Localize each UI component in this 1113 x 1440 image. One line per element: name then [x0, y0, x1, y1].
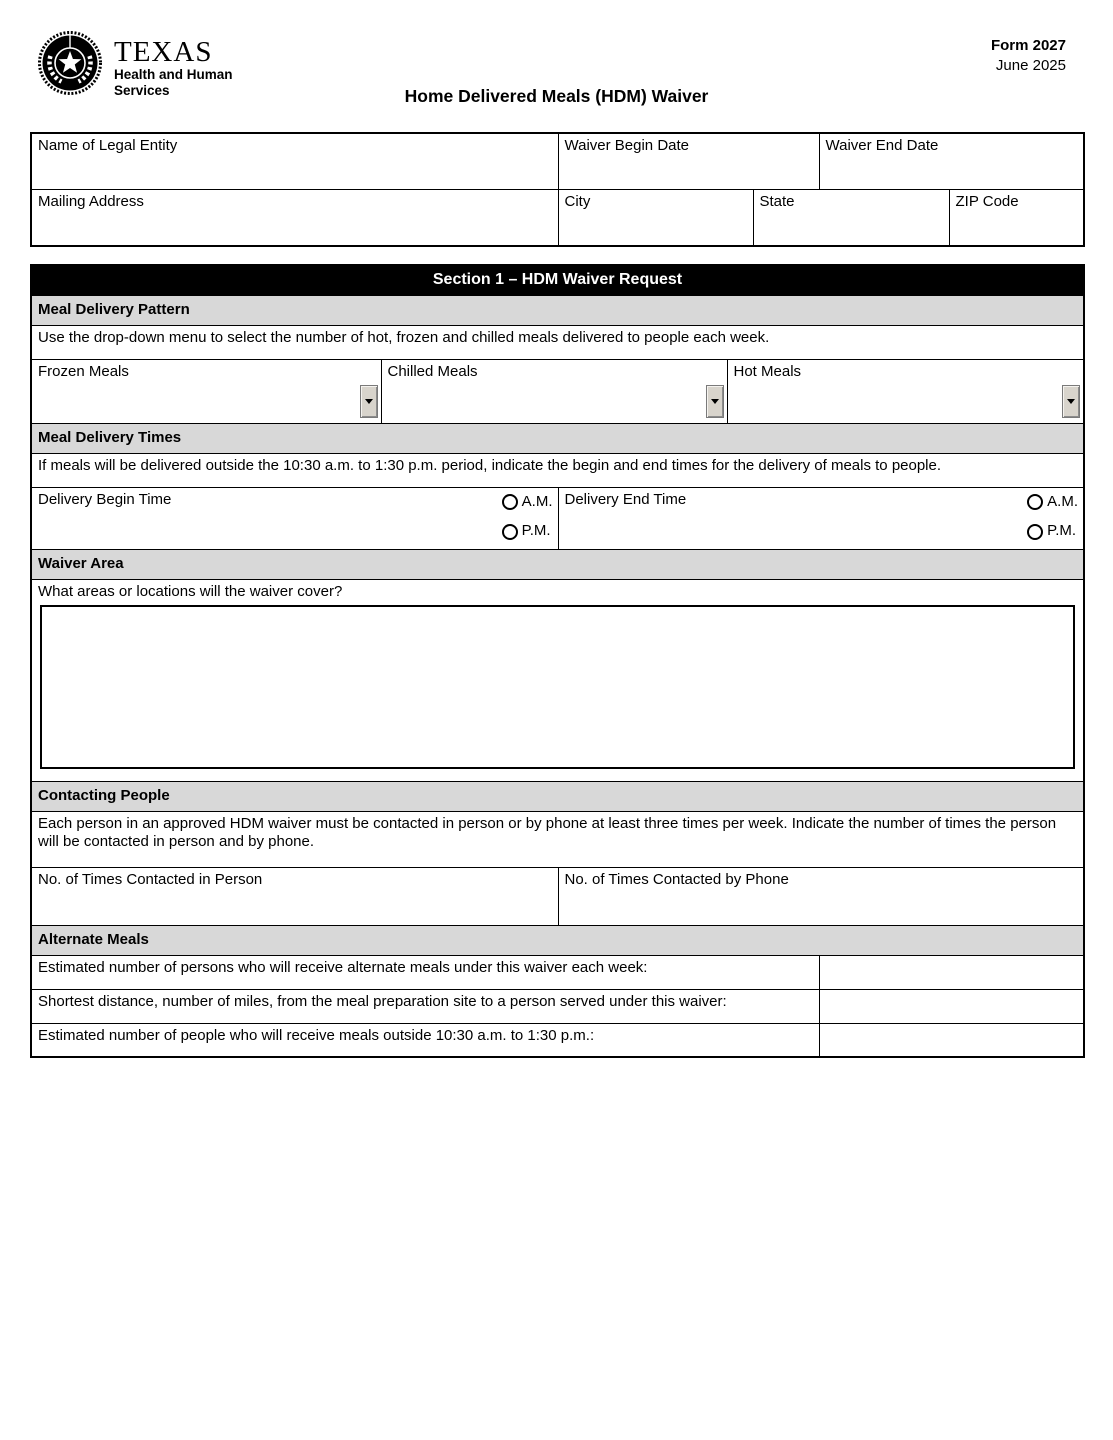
city-label: City: [564, 192, 591, 210]
contacting-people-instruction-row: [31, 811, 1084, 867]
delivery-begin-ampm-group: [502, 493, 553, 542]
alt-meals-distance-label: Shortest distance, number of miles, from the meal preparation site to a person served under this waiver:: [31, 989, 819, 1023]
mailing-address-field[interactable]: [31, 189, 558, 246]
delivery-end-pm-option[interactable]: [1027, 522, 1076, 541]
delivery-begin-time-field[interactable]: [31, 487, 558, 549]
legal-entity-field[interactable]: [31, 133, 558, 189]
meal-dropdowns-row: [31, 359, 1084, 423]
meal-delivery-times-header: Meal Delivery Times: [31, 423, 1084, 453]
form-header: [0, 0, 1113, 132]
contacting-people-instruction: Each person in an approved HDM waiver must be contacted in person or by phone at least three times per week. Indicate the number of times the person will be contacted in person and by phone.: [31, 811, 1084, 867]
form-content: [0, 132, 1113, 1058]
page-title: Home Delivered Meals (HDM) Waiver: [404, 86, 709, 106]
hot-meals-field[interactable]: [727, 359, 1084, 423]
pm-label: P.M.: [521, 522, 551, 540]
waiver-end-date-label: Waiver End Date: [825, 137, 939, 154]
chilled-meals-field[interactable]: [381, 359, 727, 423]
contact-counts-row: [31, 867, 1084, 925]
alt-meals-persons-field[interactable]: [819, 955, 1084, 989]
zip-code-field[interactable]: [949, 189, 1084, 246]
alternate-meals-header: Alternate Meals: [31, 925, 1084, 955]
alternate-meals-row-3: [31, 1023, 1084, 1057]
hot-meals-label: Hot Meals: [733, 362, 802, 380]
waiver-area-textarea[interactable]: [40, 605, 1075, 769]
brand-texas-label: TEXAS: [114, 36, 213, 68]
delivery-end-time-field[interactable]: [558, 487, 1084, 549]
delivery-begin-am-option[interactable]: [502, 493, 553, 512]
chilled-meals-label: Chilled Meals: [387, 362, 478, 380]
delivery-end-pm-radio[interactable]: [1027, 524, 1043, 540]
meal-delivery-times-instruction: If meals will be delivered outside the 10:30 a.m. to 1:30 p.m. period, indicate the begin and end times for the delivery of meals to people.: [31, 453, 1084, 487]
hot-meals-dropdown-button[interactable]: [1062, 385, 1080, 418]
entity-row-1: [31, 133, 1084, 189]
form-meta: [991, 36, 1066, 75]
form-number: Form 2027: [990, 37, 1066, 54]
dropdown-arrow-icon: [711, 399, 719, 404]
delivery-end-time-label: Delivery End Time: [564, 490, 687, 508]
alternate-meals-header-row: [31, 925, 1084, 955]
section1-table: [30, 264, 1085, 1058]
city-field[interactable]: [558, 189, 753, 246]
dropdown-arrow-icon: [365, 399, 373, 404]
brand-sub-label-1: Health and Human: [114, 67, 233, 82]
meal-delivery-times-header-row: [31, 423, 1084, 453]
times-contacted-by-phone-label: No. of Times Contacted by Phone: [564, 870, 789, 888]
state-field[interactable]: [753, 189, 949, 246]
state-label: State: [759, 192, 795, 210]
pm-label: P.M.: [1047, 522, 1077, 540]
delivery-times-row: [31, 487, 1084, 549]
alt-meals-distance-field[interactable]: [819, 989, 1084, 1023]
times-contacted-in-person-label: No. of Times Contacted in Person: [38, 870, 263, 888]
delivery-end-ampm-group: [1027, 493, 1078, 542]
delivery-begin-pm-option[interactable]: [502, 522, 551, 541]
alt-meals-outside-times-field[interactable]: [819, 1023, 1084, 1057]
entity-table: [30, 132, 1085, 247]
zip-code-label: ZIP Code: [955, 192, 1019, 210]
waiver-begin-date-label: Waiver Begin Date: [564, 137, 689, 154]
meal-delivery-times-instruction-row: [31, 453, 1084, 487]
section1-header: Section 1 – HDM Waiver Request: [31, 265, 1084, 295]
times-contacted-by-phone-field[interactable]: [558, 867, 1084, 925]
meal-delivery-pattern-header: Meal Delivery Pattern: [31, 295, 1084, 325]
alternate-meals-row-2: [31, 989, 1084, 1023]
meal-delivery-pattern-instruction-row: [31, 325, 1084, 359]
brand-sub-label-2: Services: [114, 83, 170, 99]
times-contacted-in-person-field[interactable]: [31, 867, 558, 925]
delivery-begin-am-radio[interactable]: [502, 494, 518, 510]
contacting-people-header: Contacting People: [31, 781, 1084, 811]
meal-delivery-pattern-header-row: [31, 295, 1084, 325]
mailing-address-label: Mailing Address: [38, 192, 144, 210]
waiver-end-date-field[interactable]: [819, 133, 1084, 189]
meal-delivery-pattern-instruction: Use the drop-down menu to select the number of hot, frozen and chilled meals delivered to people each week.: [31, 325, 1084, 359]
entity-row-2: [31, 189, 1084, 246]
frozen-meals-dropdown-button[interactable]: [360, 385, 378, 418]
form-revision-date: June 2025: [995, 56, 1066, 74]
waiver-area-row: [31, 579, 1084, 781]
alt-meals-outside-times-label: Estimated number of people who will receive meals outside 10:30 a.m. to 1:30 p.m.:: [31, 1023, 819, 1057]
alt-meals-persons-label: Estimated number of persons who will receive alternate meals under this waiver each week:: [31, 955, 819, 989]
delivery-begin-time-label: Delivery Begin Time: [38, 490, 172, 508]
am-label: A.M.: [1047, 492, 1079, 510]
frozen-meals-field[interactable]: [31, 359, 381, 423]
section1-header-row: [31, 265, 1084, 295]
delivery-begin-pm-radio[interactable]: [502, 524, 518, 540]
chilled-meals-dropdown-button[interactable]: [706, 385, 724, 418]
legal-entity-label: Name of Legal Entity: [38, 137, 178, 154]
contacting-people-header-row: [31, 781, 1084, 811]
waiver-area-header: Waiver Area: [31, 549, 1084, 579]
waiver-area-header-row: [31, 549, 1084, 579]
dropdown-arrow-icon: [1067, 399, 1075, 404]
waiver-area-cell: [31, 579, 1084, 781]
alternate-meals-row-1: [31, 955, 1084, 989]
table-gap: [30, 247, 1083, 264]
am-label: A.M.: [521, 492, 553, 510]
delivery-end-am-radio[interactable]: [1027, 494, 1043, 510]
delivery-end-am-option[interactable]: [1027, 493, 1078, 512]
waiver-area-question: What areas or locations will the waiver cover?: [38, 582, 343, 600]
frozen-meals-label: Frozen Meals: [38, 362, 129, 380]
waiver-begin-date-field[interactable]: [558, 133, 819, 189]
